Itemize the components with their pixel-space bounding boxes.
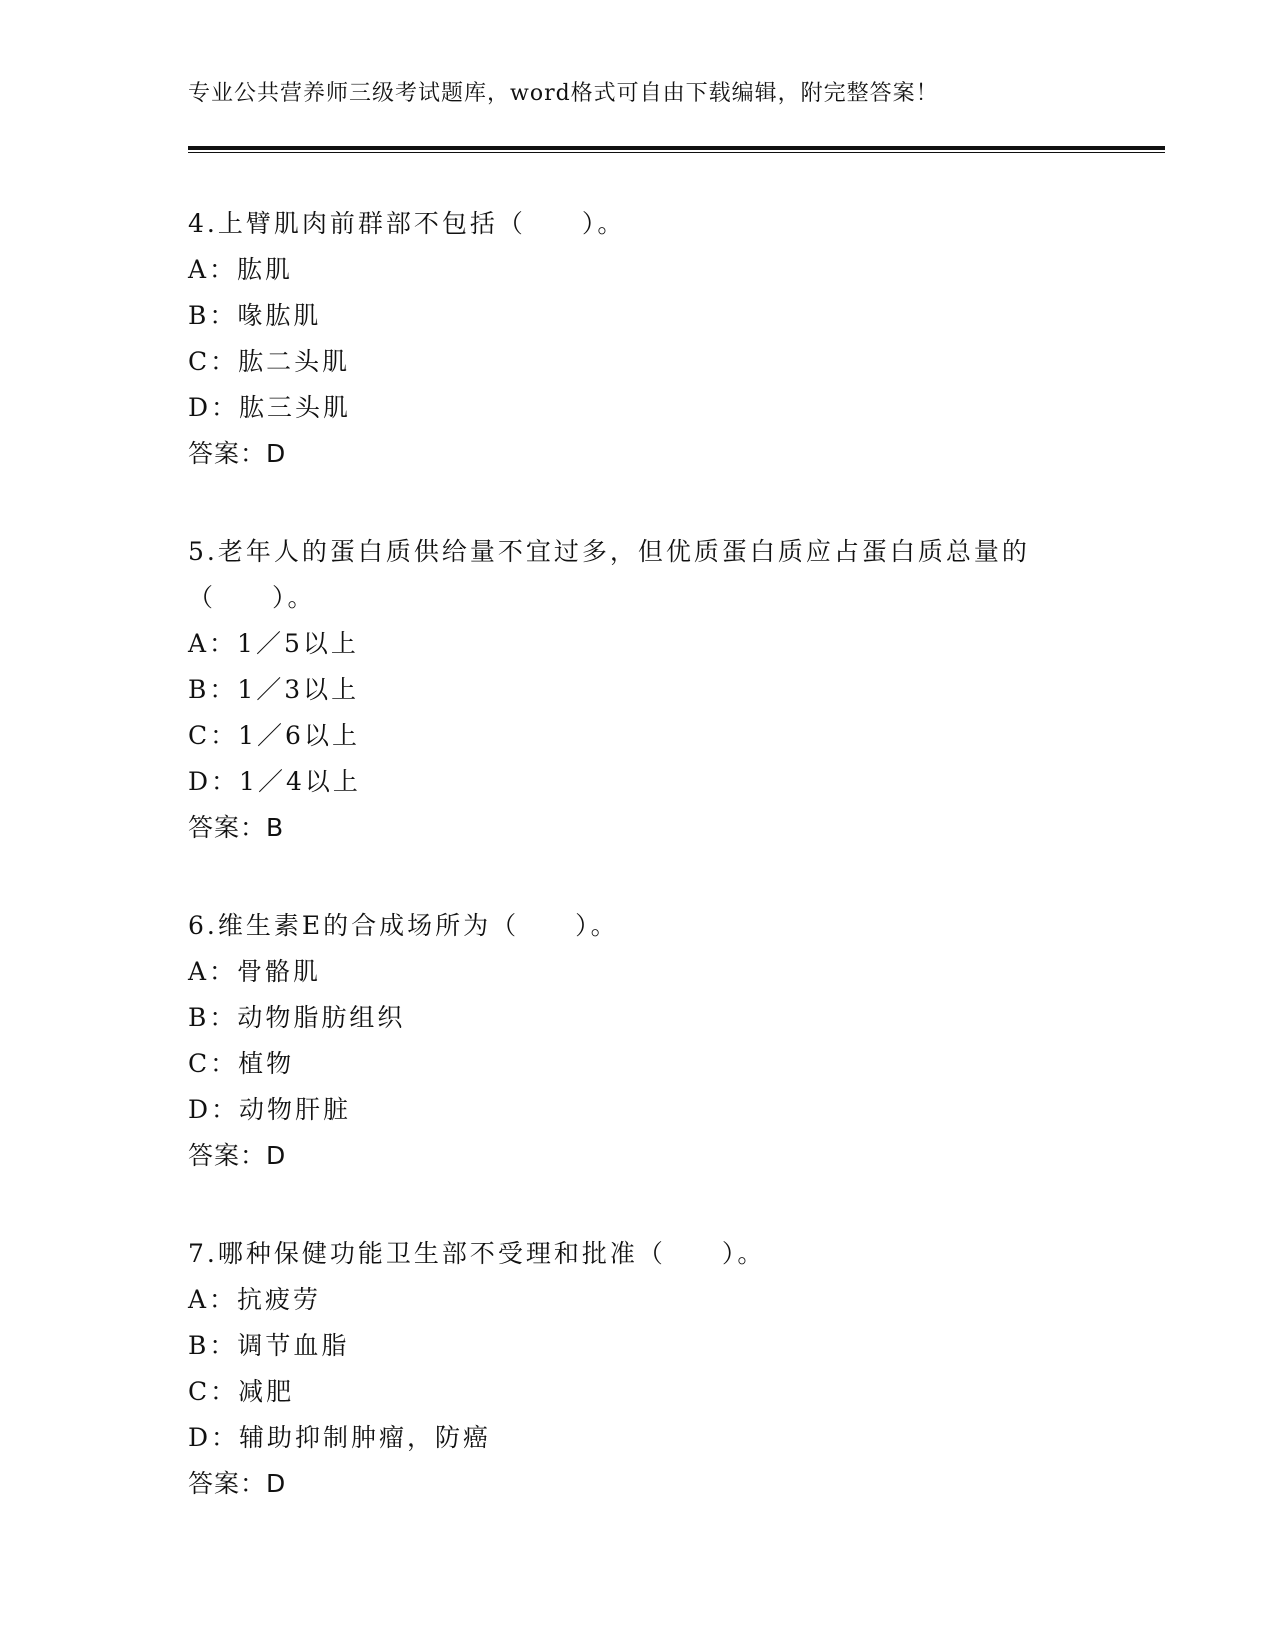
option-c: C：肱二头肌 bbox=[188, 347, 351, 376]
header-rule bbox=[188, 146, 1165, 150]
answer-line: 答案：B bbox=[188, 813, 285, 842]
answer-line: 答案：D bbox=[188, 1141, 287, 1170]
question-item bbox=[188, 903, 1088, 1179]
option-d: D：动物肝脏 bbox=[188, 1095, 352, 1124]
option-d: D：肱三头肌 bbox=[188, 393, 352, 422]
header-rule-thin bbox=[188, 152, 1165, 153]
question-stem: 7.哪种保健功能卫生部不受理和批准（ ）。 bbox=[188, 1239, 766, 1268]
question-item bbox=[188, 201, 1088, 477]
question-list bbox=[188, 201, 1088, 1559]
option-d: D：1／4以上 bbox=[188, 767, 361, 796]
answer-line: 答案：D bbox=[188, 439, 287, 468]
page-header: 专业公共营养师三级考试题库，word格式可自由下载编辑，附完整答案！ bbox=[188, 81, 939, 106]
question-item bbox=[188, 529, 1088, 851]
option-b: B：喙肱肌 bbox=[188, 301, 322, 330]
option-d: D：辅助抑制肿瘤，防癌 bbox=[188, 1423, 492, 1452]
option-a: A：骨骼肌 bbox=[188, 957, 322, 986]
question-stem: 6.维生素E的合成场所为（ ）。 bbox=[188, 911, 619, 940]
question-stem: 5.老年人的蛋白质供给量不宜过多，但优质蛋白质应占蛋白质总量的 bbox=[188, 537, 1030, 566]
option-a: A：1／5以上 bbox=[188, 629, 359, 658]
option-c: C：植物 bbox=[188, 1049, 295, 1078]
option-b: B：动物脂肪组织 bbox=[188, 1003, 406, 1032]
option-b: B：调节血脂 bbox=[188, 1331, 350, 1360]
answer-line: 答案：D bbox=[188, 1469, 287, 1498]
option-b: B：1／3以上 bbox=[188, 675, 360, 704]
option-c: C：1／6以上 bbox=[188, 721, 360, 750]
question-stem: 4.上臂肌肉前群部不包括（ ）。 bbox=[188, 209, 626, 238]
option-a: A：肱肌 bbox=[188, 255, 294, 284]
question-stem-continuation: （ ）。 bbox=[188, 583, 316, 612]
question-item bbox=[188, 1231, 1088, 1507]
option-c: C：减肥 bbox=[188, 1377, 295, 1406]
option-a: A：抗疲劳 bbox=[188, 1285, 322, 1314]
